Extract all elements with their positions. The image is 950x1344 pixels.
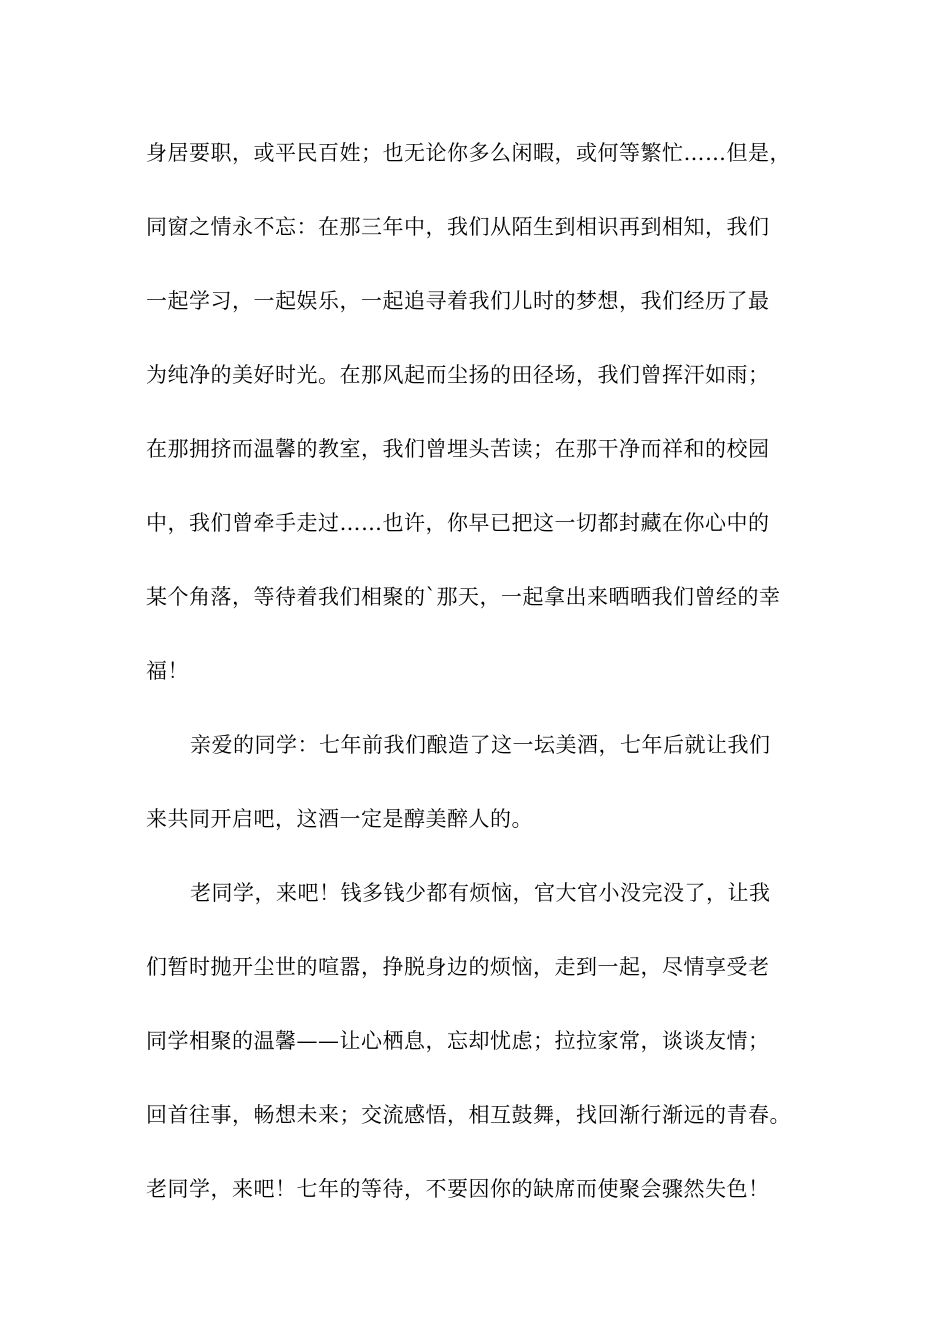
text-line: 同学相聚的温馨——让心栖息，忘却忧虑；拉拉家常，谈谈友情； [146,1029,770,1053]
paragraph-start-line: 老同学，来吧！钱多钱少都有烦恼，官大官小没完没了，让我 [190,881,771,905]
paragraph-start-line: 亲爱的同学：七年前我们酿造了这一坛美酒，七年后就让我们 [190,733,771,757]
text-line: 同窗之情永不忘：在那三年中，我们从陌生到相识再到相知，我们 [146,215,770,239]
text-line: 老同学，来吧！七年的等待，不要因你的缺席而使聚会骤然失色！ [146,1177,770,1201]
text-line: 们暂时抛开尘世的喧嚣，挣脱身边的烦恼，走到一起，尽情享受老 [146,955,770,979]
text-line: 回首往事，畅想未来；交流感悟，相互鼓舞，找回渐行渐远的青春。 [146,1103,791,1127]
text-line: 为纯净的美好时光。在那风起而尘扬的田径场，我们曾挥汗如雨； [146,363,770,387]
text-line: 在那拥挤而温馨的教室，我们曾埋头苦读；在那干净而祥和的校园 [146,437,770,461]
text-line: 来共同开启吧，这酒一定是醇美醉人的。 [146,807,533,831]
text-line: 福！ [146,659,189,683]
body-text [146,131,846,1241]
text-line: 中，我们曾牵手走过……也许，你早已把这一切都封藏在你心中的 [146,511,770,535]
text-line: 某个角落，等待着我们相聚的`那天，一起拿出来晒晒我们曾经的幸 [146,585,781,609]
text-line: 一起学习，一起娱乐，一起追寻着我们儿时的梦想，我们经历了最 [146,289,770,313]
text-line: 身居要职，或平民百姓；也无论你多么闲暇，或何等繁忙……但是， [146,141,791,165]
